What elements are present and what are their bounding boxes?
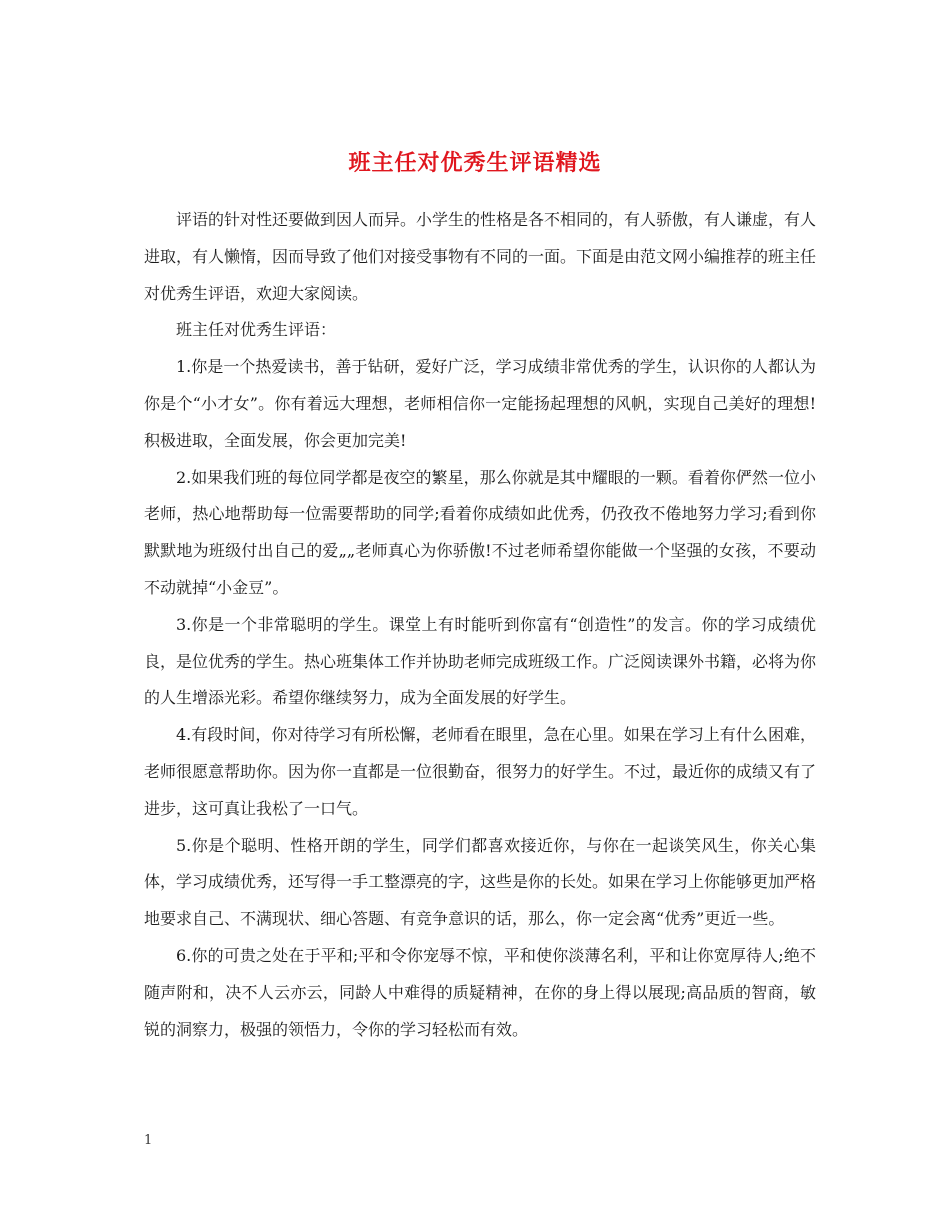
comment-paragraph-4: 4.有段时间，你对待学习有所松懈，老师看在眼里，急在心里。如果在学习上有什么困难，老师很愿意帮助你。因为你一直都是一位很勤奋，很努力的好学生。不过，最近你的成绩又有了进步，这可真让我松了一口气。 [144,725,817,818]
comment-paragraph-1: 1.你是一个热爱读书，善于钻研，爱好广泛，学习成绩非常优秀的学生，认识你的人都认为你是个“小才女”。你有着远大理想，老师相信你一定能扬起理想的风帆，实现自己美好的理想!积极进取，全面发展，你会更加完美! [144,357,816,450]
document-body [144,202,816,1048]
comment-paragraph-6: 6.你的可贵之处在于平和;平和令你宠辱不惊，平和使你淡薄名利，平和让你宽厚待人;绝不随声附和，决不人云亦云，同龄人中难得的质疑精神，在你的身上得以展现;高品质的智商，敏锐的洞察力，极强的领悟力，令你的学习轻松而有效。 [144,945,816,1039]
page-number: 1 [144,1133,153,1148]
comment-paragraph-5: 5.你是个聪明、性格开朗的学生，同学们都喜欢接近你，与你在一起谈笑风生，你关心集体，学习成绩优秀，还写得一手工整漂亮的字，这些是你的长处。如果在学习上你能够更加严格地要求自己、不满现状、细心答题、有竞争意识的话，那么，你一定会离“优秀”更近一些。 [144,835,817,929]
document-title: 班主任对优秀生评语精选 [348,149,602,176]
comment-paragraph-3: 3.你是一个非常聪明的学生。课堂上有时能听到你富有“创造性”的发言。你的学习成绩优良，是位优秀的学生。热心班集体工作并协助老师完成班级工作。广泛阅读课外书籍，必将为你的人生增添光彩。希望你继续努力，成为全面发展的好学生。 [144,614,817,708]
comment-paragraph-2: 2.如果我们班的每位同学都是夜空的繁星，那么你就是其中耀眼的一颗。看着你俨然一位小老师，热心地帮助每一位需要帮助的同学;看着你成绩如此优秀，仍孜孜不倦地努力学习;看到你默默地为班级付出自己的爱„„老师真心为你骄傲!不过老师希望你能做一个坚强的女孩，不要动不动就掉“小金豆”。 [144,467,816,597]
section-heading: 班主任对优秀生评语： [176,320,337,340]
intro-paragraph: 评语的针对性还要做到因人而异。小学生的性格是各不相同的，有人骄傲，有人谦虚，有人进取，有人懒惰，因而导致了他们对接受事物有不同的一面。下面是由范文网小编推荐的班主任对优秀生评语，欢迎大家阅读。 [144,210,817,303]
